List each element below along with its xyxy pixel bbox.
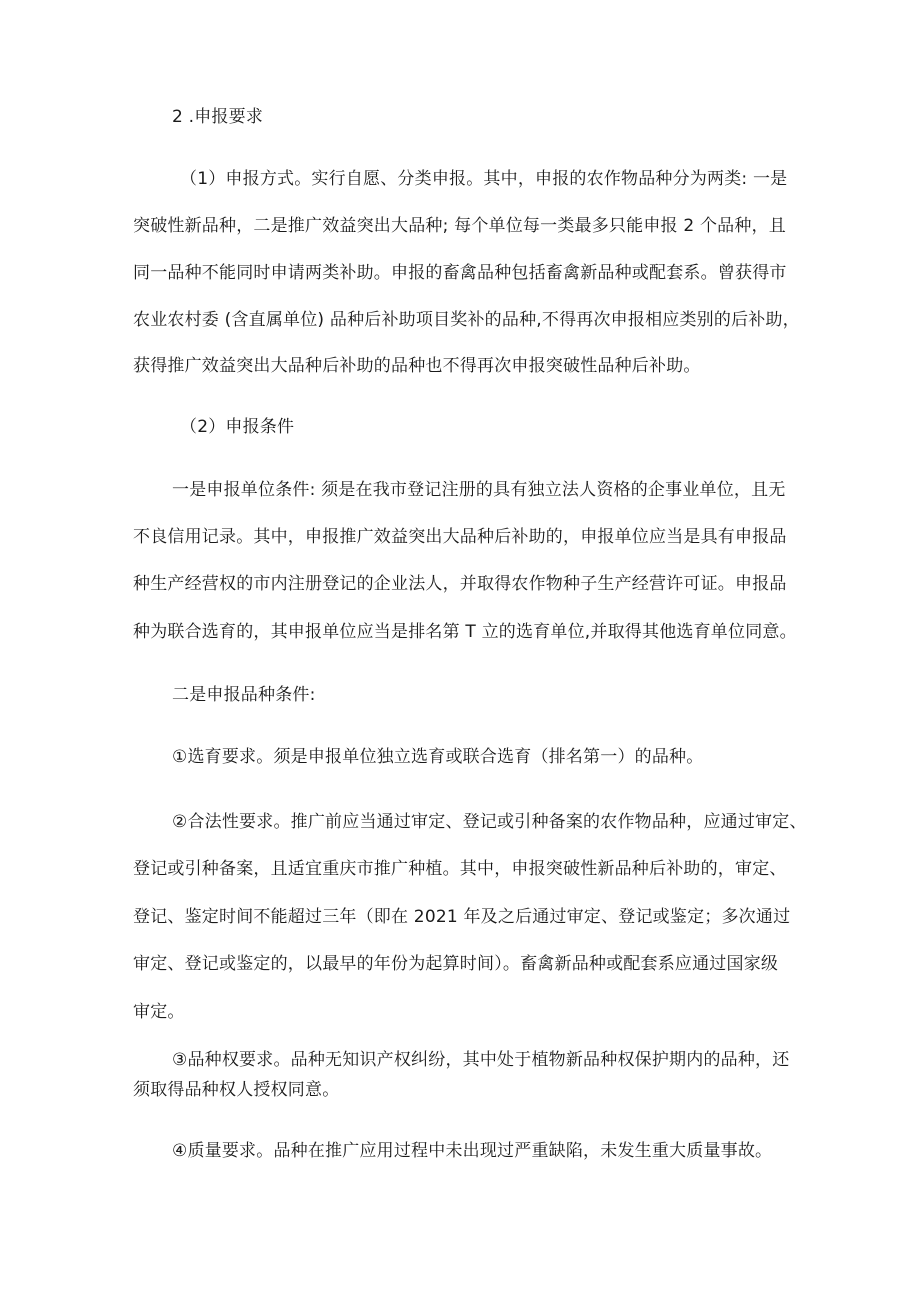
requirement-4: ④质量要求。品种在推广应用过程中未出现过严重缺陷，未发生重大质量事故。 bbox=[172, 1141, 773, 1161]
paragraph-line: 农业农村委 (含直属单位) 品种后补助项目奖补的品种,不得再次申报相应类别的后补助， bbox=[133, 310, 800, 330]
paragraph-line: （1）申报方式。实行自愿、分类申报。其中，申报的农作物品种分为两类: 一是 bbox=[180, 169, 788, 189]
paragraph-line: 一是申报单位条件: 须是在我市登记注册的具有独立法人资格的企事业单位，且无 bbox=[172, 480, 786, 500]
paragraph-line: 审定。 bbox=[133, 1002, 185, 1022]
variety-conditions-heading: 二是申报品种条件: bbox=[172, 685, 316, 705]
paragraph-line: 须取得品种权人授权同意。 bbox=[133, 1080, 340, 1100]
section-heading: 2 .申报要求 bbox=[172, 107, 264, 127]
paragraph-line: 种为联合选育的，其申报单位应当是排名第 T 立的选育单位,并取得其他选育单位同意。 bbox=[133, 622, 797, 642]
paragraph-line: 不良信用记录。其中，申报推广效益突出大品种后补助的，申报单位应当是具有申报品 bbox=[133, 527, 787, 547]
item2-heading: （2）申报条件 bbox=[180, 417, 295, 437]
paragraph-line: ③品种权要求。品种无知识产权纠纷，其中处于植物新品种权保护期内的品种，还 bbox=[172, 1050, 790, 1070]
requirement-1: ①选育要求。须是申报单位独立选育或联合选育（排名第一）的品种。 bbox=[172, 747, 704, 767]
paragraph-line: 审定、登记或鉴定的，以最早的年份为起算时间）。畜禽新品种或配套系应通过国家级 bbox=[133, 954, 779, 974]
paragraph-line: 突破性新品种，二是推广效益突出大品种; 每个单位每一类最多只能申报 2 个品种，且 bbox=[133, 216, 786, 236]
paragraph-line: 获得推广效益突出大品种后补助的品种也不得再次申报突破性品种后补助。 bbox=[133, 356, 701, 376]
paragraph-line: ②合法性要求。推广前应当通过审定、登记或引种备案的农作物品种，应通过审定、 bbox=[172, 812, 807, 832]
paragraph-line: 种生产经营权的市内注册登记的企业法人，并取得农作物种子生产经营许可证。申报品 bbox=[133, 574, 787, 594]
paragraph-line: 登记或引种备案，且适宜重庆市推广种植。其中，申报突破性新品种后补助的，审定、 bbox=[133, 859, 787, 879]
paragraph-line: 同一品种不能同时申请两类补助。申报的畜禽品种包括畜禽新品种或配套系。曾获得市 bbox=[133, 263, 787, 283]
paragraph-line: 登记、鉴定时间不能超过三年（即在 2021 年及之后通过审定、登记或鉴定；多次通过 bbox=[133, 907, 791, 927]
